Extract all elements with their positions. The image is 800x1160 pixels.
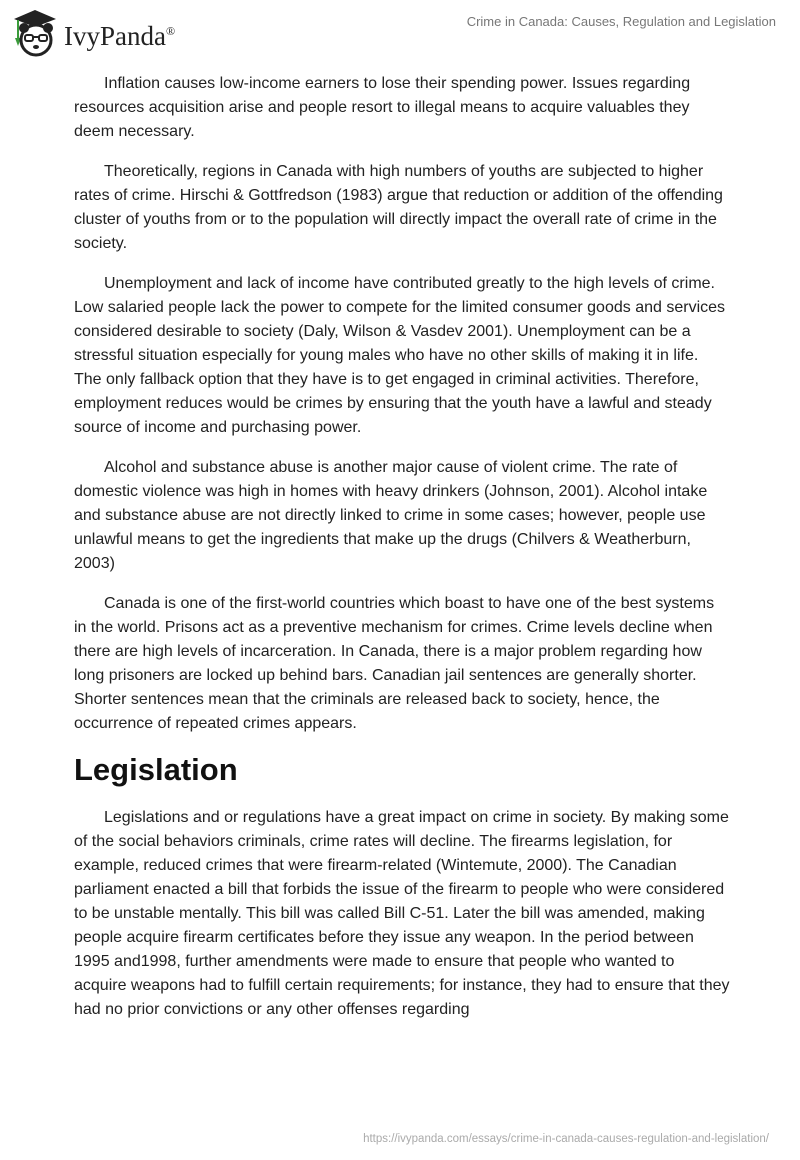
panda-graduate-icon [12, 8, 58, 58]
paragraph: Canada is one of the first-world countries which boast to have one of the best systems in the world. Prisons act as a preventive mechanism for crimes. Crime levels decline when there are high levels of incarceration. In Canada, there is a major problem regarding how long prisoners are locked up behind bars. Canadian jail sentences are generally shorter. Shorter sentences mean that the criminals are released back to society, hence, the occurrence of repeated crimes appears. [74, 595, 715, 732]
paragraph: Legislations and or regulations have a great impact on crime in society. By making some of the social behaviors criminals, crime rates will decline. The firearms legislation, for example, reduced crimes that were firearm-related (Wintemute, 2000). The Canadian parliament enacted a bill that forbids the issue of the firearm to people who were considered to be unstable mentally. This bill was called Bill C-51. Later the bill was amended, making people acquire firearm certificates before they issue any weapon. In the period between 1995 and1998, further amendments were made to ensure that people who wanted to acquire weapons had to fulfill certain requirements; for instance, they had to ensure that they had no prior convictions or any other offenses regarding [74, 809, 730, 1018]
source-url[interactable]: https://ivypanda.com/essays/crime-in-canada-causes-regulation-and-legislation/ [363, 1133, 769, 1145]
paragraph: Alcohol and substance abuse is another major cause of violent crime. The rate of domestic violence was high in homes with heavy drinkers (Johnson, 2001). Alcohol intake and substance abuse are not directly linked to crime in some cases; however, people use unlawful means to get the ingredients that make up the drugs (Chilvers & Weatherburn, 2003) [74, 459, 708, 572]
article-body [74, 72, 730, 1038]
logo-text: IvyPanda [64, 20, 166, 51]
section-heading-legislation: Legislation [74, 752, 238, 787]
paragraph: Inflation causes low-income earners to lose their spending power. Issues regarding resources acquisition arise and people resort to illegal means to acquire valuables they deem necessary. [74, 75, 691, 140]
paragraph: Theoretically, regions in Canada with high numbers of youths are subjected to higher rates of crime. Hirschi & Gottfredson (1983) argue that reduction or addition of the offending cluster of youths from or to the population will directly impact the overall rate of crime in the society. [74, 163, 723, 252]
page-header [0, 0, 800, 60]
document-title: Crime in Canada: Causes, Regulation and Legislation [466, 14, 776, 29]
registered-mark: ® [165, 23, 176, 38]
ivypanda-logo[interactable] [12, 8, 175, 58]
paragraph: Unemployment and lack of income have contributed greatly to the high levels of crime. Low salaried people lack the power to compete for the limited consumer goods and services considered desirable to society (Daly, Wilson & Vasdev 2001). Unemployment can be a stressful situation especially for young males who have no other skills of making it in life. The only fallback option that they have is to get engaged in criminal activities. Therefore, employment reduces would be crimes by ensuring that the youth have a lawful and steady source of income and purchasing power. [74, 275, 726, 436]
